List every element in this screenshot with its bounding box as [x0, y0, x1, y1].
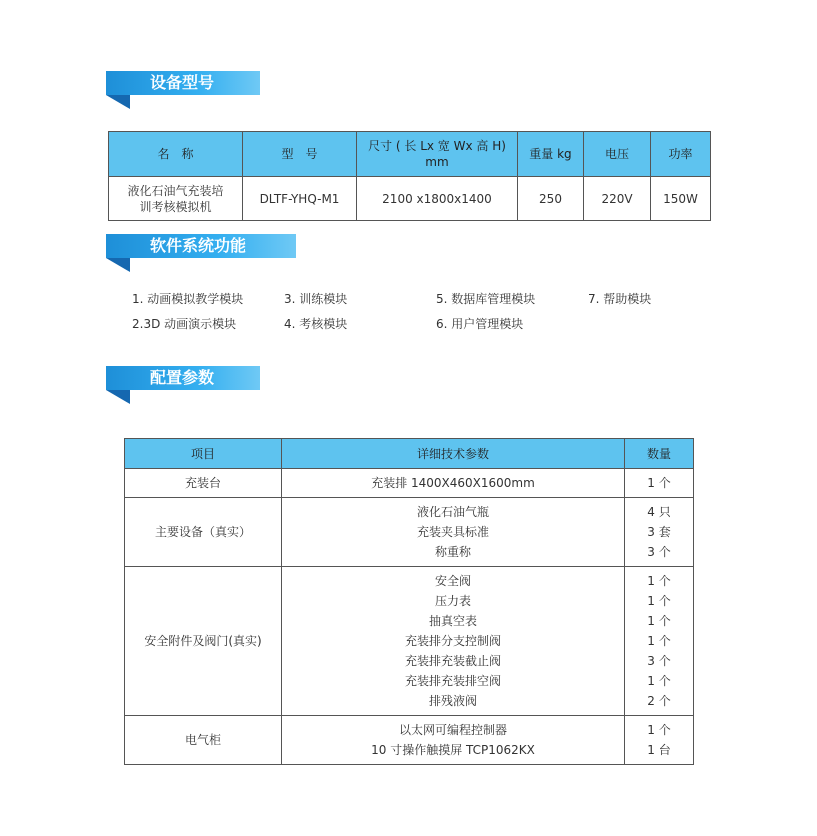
cell-item: 安全附件及阀门(真实) — [125, 567, 282, 716]
header-qty: 数量 — [625, 439, 694, 469]
section-title-model: 设备型号 — [106, 71, 260, 95]
section-title-software: 软件系统功能 — [106, 234, 296, 258]
cell-name-line1: 液化石油气充装培 — [127, 183, 224, 198]
param-line: 排残液阀 — [428, 694, 477, 708]
table-row — [125, 716, 694, 765]
param-line: 抽真空表 — [428, 614, 477, 628]
list-item: 3. 训练模块 — [284, 292, 348, 306]
qty-line: 1 个 — [647, 614, 671, 628]
qty-line: 3 个 — [647, 545, 671, 559]
cell-item: 主要设备（真实） — [125, 498, 282, 567]
table-row — [125, 567, 694, 716]
cell-params — [282, 567, 625, 716]
header-name: 名 称 — [109, 132, 243, 177]
cell-qty — [625, 469, 694, 498]
cell-qty — [625, 567, 694, 716]
param-line: 10 寸操作触摸屏 TCP1062KX — [371, 743, 535, 757]
param-line: 压力表 — [434, 594, 471, 608]
qty-line: 3 个 — [647, 654, 671, 668]
cell-power: 150W — [651, 177, 711, 221]
param-line: 充装排分支控制阀 — [404, 634, 501, 648]
cell-params — [282, 498, 625, 567]
list-item: 4. 考核模块 — [284, 317, 348, 331]
header-size-line2: mm — [425, 155, 449, 169]
param-line: 充装排充装排空阀 — [404, 674, 501, 688]
list-item: 6. 用户管理模块 — [436, 317, 524, 331]
header-model: 型 号 — [243, 132, 357, 177]
list-item: 1. 动画模拟教学模块 — [132, 292, 244, 306]
cell-item: 充装台 — [125, 469, 282, 498]
cell-params — [282, 716, 625, 765]
qty-line: 1 个 — [647, 674, 671, 688]
qty-line: 4 只 — [647, 505, 671, 519]
header-voltage: 电压 — [584, 132, 651, 177]
header-params: 详细技术参数 — [282, 439, 625, 469]
cell-weight: 250 — [518, 177, 584, 221]
model-table — [108, 131, 711, 221]
qty-line: 1 个 — [647, 574, 671, 588]
section-fold-decoration — [106, 390, 130, 404]
header-size — [357, 132, 518, 177]
qty-line: 3 套 — [647, 525, 671, 539]
param-line: 以太网可编程控制器 — [398, 723, 507, 737]
header-size-line1: 尺寸 ( 长 Lx 宽 Wx 高 H) — [368, 139, 506, 153]
param-line: 充装排 1400X460X1600mm — [371, 476, 535, 490]
qty-line: 1 台 — [647, 743, 671, 757]
section-fold-decoration — [106, 95, 130, 109]
param-line: 液化石油气瓶 — [416, 505, 489, 519]
section-fold-decoration — [106, 258, 130, 272]
cell-model: DLTF-YHQ-M1 — [243, 177, 357, 221]
table-row — [125, 498, 694, 567]
cell-qty — [625, 716, 694, 765]
cell-item: 电气柜 — [125, 716, 282, 765]
header-weight: 重量 kg — [518, 132, 584, 177]
cell-name — [109, 177, 243, 221]
param-line: 充装夹具标准 — [416, 525, 489, 539]
cell-qty — [625, 498, 694, 567]
qty-line: 1 个 — [647, 634, 671, 648]
cell-params — [282, 469, 625, 498]
model-table-row — [109, 177, 711, 221]
list-item: 7. 帮助模块 — [588, 292, 652, 306]
list-item: 2.3D 动画演示模块 — [132, 317, 237, 331]
qty-line: 1 个 — [647, 476, 671, 490]
cell-size: 2100 x1800x1400 — [357, 177, 518, 221]
table-row — [125, 469, 694, 498]
model-table-header-row — [109, 132, 711, 177]
list-item: 5. 数据库管理模块 — [436, 292, 536, 306]
qty-line: 1 个 — [647, 723, 671, 737]
param-line: 安全阀 — [434, 574, 471, 588]
config-table — [124, 438, 694, 765]
section-title-config: 配置参数 — [106, 366, 260, 390]
header-power: 功率 — [651, 132, 711, 177]
config-table-header-row — [125, 439, 694, 469]
param-line: 称重称 — [434, 545, 471, 559]
cell-name-line2: 训考核模拟机 — [139, 199, 212, 214]
qty-line: 1 个 — [647, 594, 671, 608]
param-line: 充装排充装截止阀 — [404, 654, 501, 668]
header-item: 项目 — [125, 439, 282, 469]
cell-voltage: 220V — [584, 177, 651, 221]
qty-line: 2 个 — [647, 694, 671, 708]
